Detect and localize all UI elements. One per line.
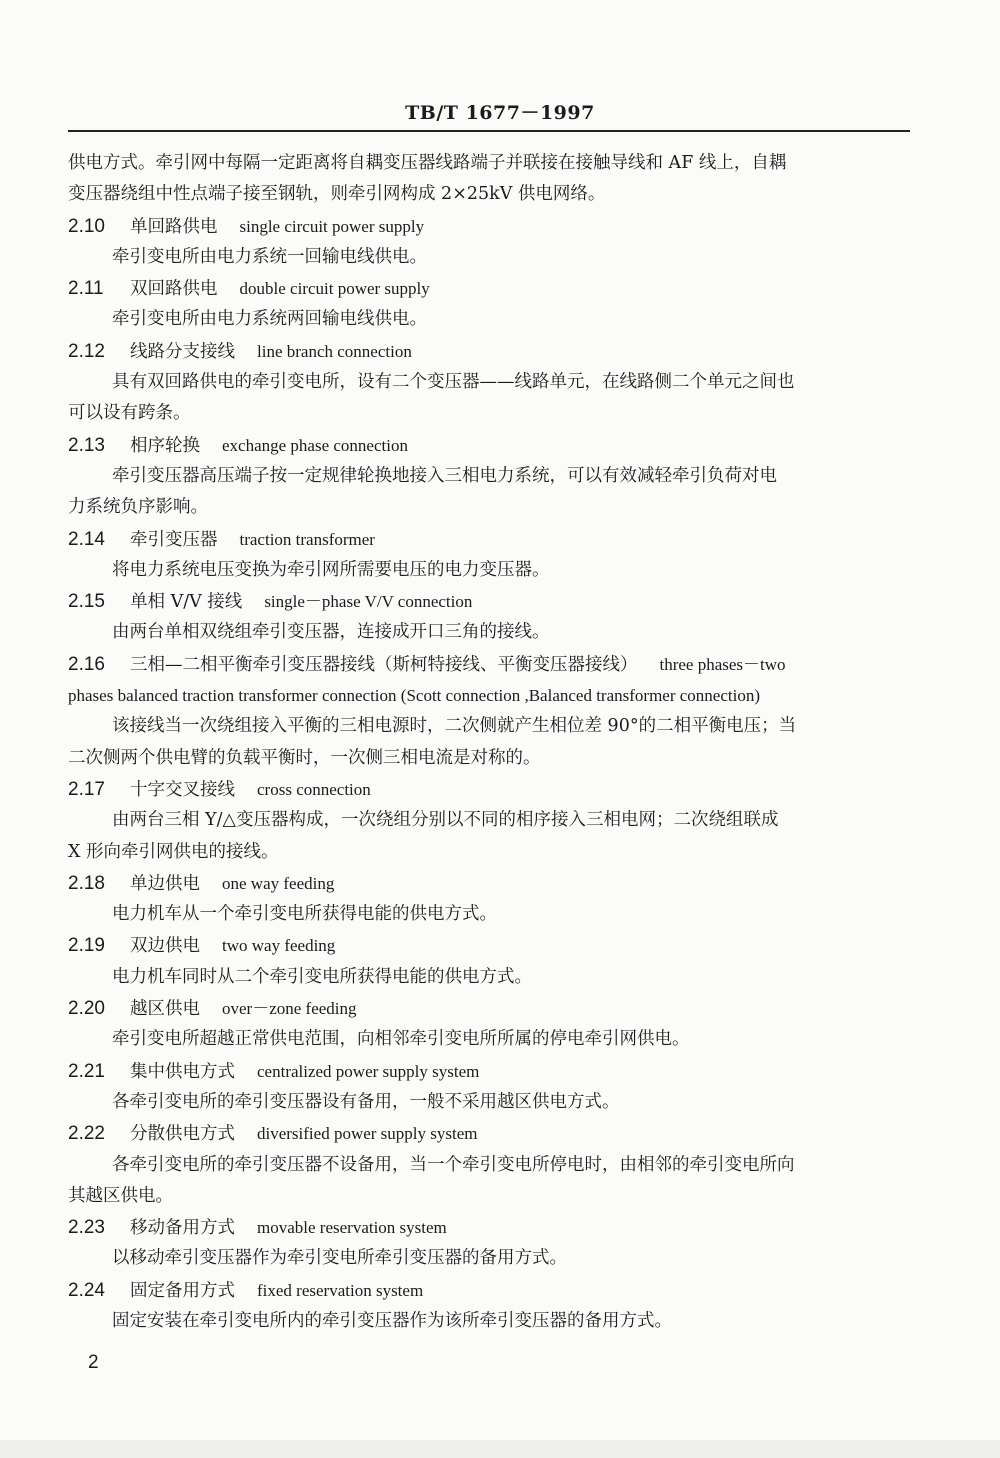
term-number: 2.17 [68, 778, 105, 800]
term-english-continued: phases balanced traction transformer connection (Scott connection ,Balanced transformer connection) [68, 686, 761, 706]
term-heading [68, 336, 910, 367]
term-definition [68, 555, 910, 586]
term-definition [68, 711, 910, 774]
term-english: single－phase V/V connection [264, 592, 473, 612]
text-line: 固定安装在牵引变电所内的牵引变压器作为该所牵引变压器的备用方式。 [112, 1310, 672, 1331]
text-line: 可以设有跨条。 [68, 403, 191, 424]
text-line: 牵引变电所由电力系统两回输电线供电。 [112, 309, 427, 330]
term-chinese: 线路分支接线 [130, 341, 235, 362]
term-english: two way feeding [222, 936, 336, 956]
term-definition [68, 1150, 910, 1213]
term-definition [68, 1243, 910, 1274]
term-heading [68, 1275, 910, 1306]
term-heading [68, 649, 910, 680]
term-english: exchange phase connection [222, 435, 408, 455]
term-number: 2.14 [68, 528, 105, 550]
term-definition [68, 617, 910, 648]
text-line: 牵引变压器高压端子按一定规律轮换地接入三相电力系统，可以有效减轻牵引负荷对电 [112, 465, 777, 486]
text-line: 以移动牵引变压器作为牵引变电所牵引变压器的备用方式。 [112, 1248, 567, 1269]
term-chinese: 单回路供电 [130, 216, 218, 237]
term-chinese: 单边供电 [130, 873, 200, 894]
term-english: single circuit power supply [239, 216, 425, 236]
term-chinese: 相序轮换 [130, 435, 200, 456]
text-line: 各牵引变电所的牵引变压器不设备用，当一个牵引变电所停电时，由相邻的牵引变电所向 [112, 1154, 795, 1175]
text-line: 二次侧两个供电臂的负载平衡时，一次侧三相电流是对称的。 [68, 747, 541, 768]
term-definition [68, 304, 910, 335]
term-number: 2.11 [68, 278, 104, 300]
term-number: 2.12 [68, 340, 105, 362]
term-english: fixed reservation system [257, 1280, 424, 1300]
text-line: 电力机车从一个牵引变电所获得电能的供电方式。 [112, 904, 497, 925]
term-chinese: 三相—二相平衡牵引变压器接线（斯柯特接线、平衡变压器接线） [130, 654, 638, 675]
text-line: 由两台单相双绕组牵引变压器，连接成开口三角的接线。 [112, 622, 550, 643]
term-chinese: 越区供电 [130, 999, 200, 1020]
term-chinese: 十字交叉接线 [130, 779, 235, 800]
term-heading [68, 524, 910, 555]
text-line: 牵引变电所超越正常供电范围，向相邻牵引变电所所属的停电牵引网供电。 [112, 1029, 690, 1050]
term-heading [68, 211, 910, 242]
term-heading [68, 993, 910, 1024]
term-number: 2.10 [68, 215, 105, 237]
text-line: 将电力系统电压变换为牵引网所需要电压的电力变压器。 [112, 559, 550, 580]
term-number: 2.16 [68, 653, 105, 675]
term-chinese: 固定备用方式 [130, 1280, 235, 1301]
text-line: 具有双回路供电的牵引变电所，设有二个变压器——线路单元，在线路侧二个单元之间也 [112, 372, 795, 393]
term-definition [68, 461, 910, 524]
term-definition [68, 242, 910, 273]
term-english: cross connection [257, 779, 371, 799]
term-english: three phases－two [659, 654, 786, 674]
term-heading [68, 586, 910, 617]
page-header: TB/T 1677－1997 [405, 102, 595, 124]
term-heading [68, 930, 910, 961]
text-line: 供电方式。牵引网中每隔一定距离将自耦变压器线路端子并联接在接触导线和 AF 线上，自耦 [68, 153, 787, 173]
term-definition [68, 899, 910, 930]
term-definition [68, 1087, 910, 1118]
term-number: 2.24 [68, 1279, 105, 1301]
term-english: centralized power supply system [257, 1061, 480, 1081]
scan-edge [0, 1440, 1000, 1458]
term-number: 2.20 [68, 998, 105, 1020]
term-chinese: 双回路供电 [130, 279, 218, 300]
term-chinese: 单相 V/V 接线 [130, 592, 243, 613]
text-line: X 形向牵引网供电的接线。 [68, 841, 279, 862]
term-english: over－zone feeding [222, 999, 357, 1019]
term-heading [68, 1212, 910, 1243]
term-number: 2.22 [68, 1123, 105, 1145]
term-definition [68, 1024, 910, 1055]
term-english: line branch connection [257, 341, 412, 361]
term-number: 2.23 [68, 1217, 105, 1239]
term-heading [68, 430, 910, 461]
term-number: 2.21 [68, 1060, 105, 1082]
text-line: 变压器绕组中性点端子接至钢轨，则牵引网构成 2×25kV 供电网络。 [68, 184, 606, 205]
text-line: 电力机车同时从二个牵引变电所获得电能的供电方式。 [112, 966, 532, 987]
text-line: 力系统负序影响。 [68, 497, 208, 518]
term-entries [68, 211, 910, 1338]
term-heading [68, 1056, 910, 1087]
page-number: 2 [88, 1352, 99, 1373]
page-content [68, 148, 910, 1337]
term-definition [68, 367, 910, 430]
term-number: 2.13 [68, 434, 105, 456]
term-heading [68, 868, 910, 899]
term-number: 2.19 [68, 935, 105, 957]
term-definition [68, 805, 910, 868]
text-line: 由两台三相 Y/△变压器构成，一次绕组分别以不同的相序接入三相电网；二次绕组联成 [112, 810, 779, 831]
term-definition [68, 1306, 910, 1337]
term-english: movable reservation system [257, 1218, 447, 1238]
intro-paragraph [68, 148, 910, 211]
term-chinese: 双边供电 [130, 936, 200, 957]
term-definition [68, 962, 910, 993]
header-rule [68, 130, 910, 132]
term-number: 2.18 [68, 872, 105, 894]
term-heading [68, 273, 910, 304]
term-number: 2.15 [68, 591, 105, 613]
term-chinese: 牵引变压器 [130, 529, 218, 550]
term-heading [68, 774, 910, 805]
text-line: 其越区供电。 [68, 1185, 173, 1206]
term-english: diversified power supply system [257, 1124, 478, 1144]
text-line: 各牵引变电所的牵引变压器设有备用，一般不采用越区供电方式。 [112, 1091, 620, 1112]
term-english: double circuit power supply [239, 279, 430, 299]
term-english: traction transformer [239, 529, 375, 549]
term-chinese: 分散供电方式 [130, 1124, 235, 1145]
term-english: one way feeding [222, 873, 335, 893]
term-heading [68, 1118, 910, 1149]
text-line: 牵引变电所由电力系统一回输电线供电。 [112, 246, 427, 267]
text-line: 该接线当一次绕组接入平衡的三相电源时，二次侧就产生相位差 90°的二相平衡电压；当 [112, 716, 797, 737]
term-chinese: 移动备用方式 [130, 1218, 235, 1239]
term-chinese: 集中供电方式 [130, 1061, 235, 1082]
